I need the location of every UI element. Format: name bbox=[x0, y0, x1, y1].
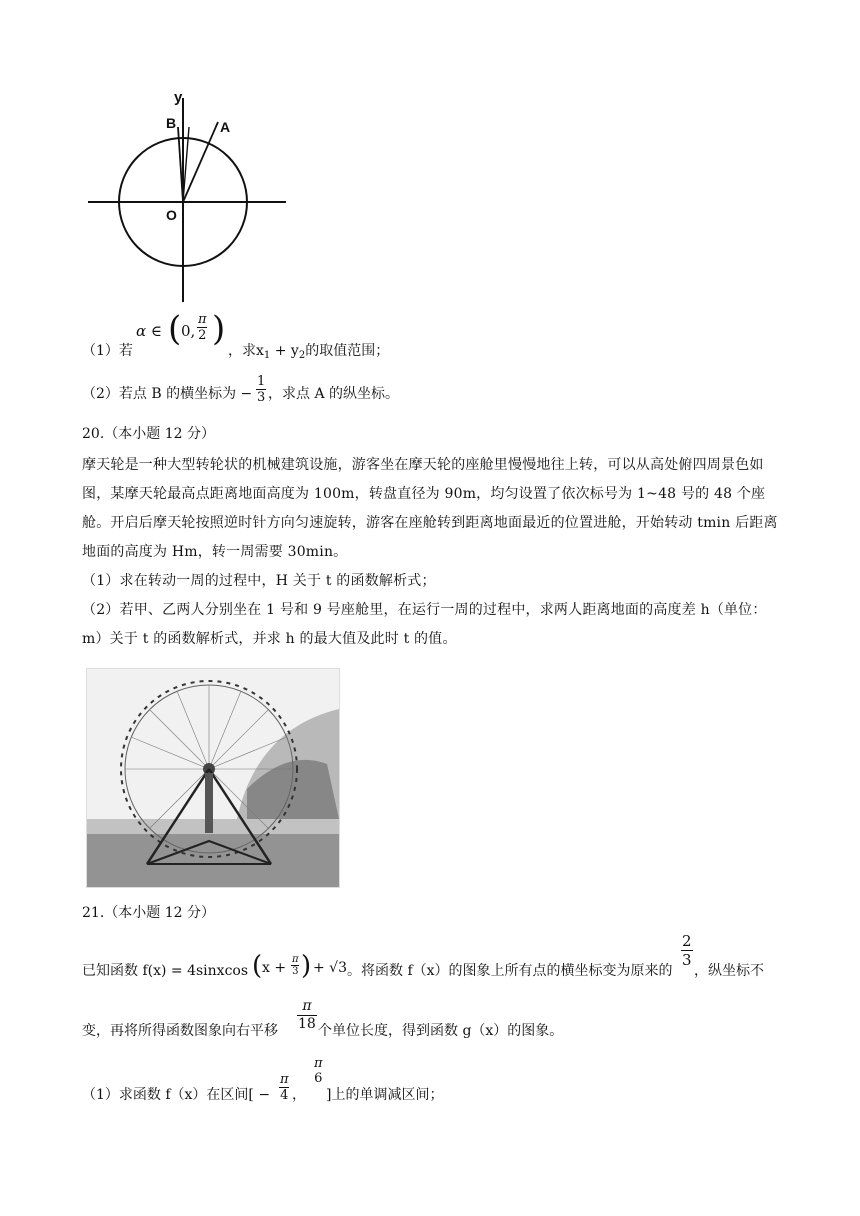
label-o: O bbox=[166, 207, 177, 223]
q19-p1-sub1: 1 bbox=[263, 350, 271, 361]
q21-l2-frac-num: π bbox=[302, 998, 312, 1014]
q21-l1-inner: x + bbox=[262, 960, 287, 976]
q21-l1-frac2 bbox=[681, 932, 693, 969]
q21-p1-frac-b bbox=[313, 1056, 324, 1086]
q19-p2-frac-den: 3 bbox=[257, 390, 266, 405]
ferris-wheel-drawing bbox=[87, 669, 339, 887]
q21-p1-end: ]上的单调减区间； bbox=[326, 1087, 444, 1103]
q21-l1-frac-den: 3 bbox=[292, 966, 299, 977]
ferris-wheel-image bbox=[86, 668, 340, 888]
q19-p1-rest bbox=[228, 340, 389, 361]
q21-line2 bbox=[82, 994, 802, 1044]
label-y: y bbox=[174, 89, 183, 106]
q20-heading: 20.（本小题 12 分） bbox=[82, 426, 215, 442]
q19-p1-zero: 0, bbox=[181, 322, 196, 340]
q21-l1-mid: 。将函数 f（x）的图象上所有点的横坐标变为原来的 bbox=[347, 963, 673, 979]
q21-l1-frac2-num: 2 bbox=[682, 932, 692, 950]
unit-circle-figure bbox=[80, 80, 300, 305]
q21-l1-end: ，纵坐标不 bbox=[694, 963, 764, 979]
q21-l1-frac2-den: 3 bbox=[682, 951, 692, 969]
q21-p1-frac-a-den: 4 bbox=[280, 1088, 289, 1103]
q19-p1-frac-den: 2 bbox=[198, 328, 207, 343]
q19-p2-suffix: ，求点 A 的纵坐标。 bbox=[268, 386, 400, 402]
q21-l1-frac-num: π bbox=[292, 954, 299, 965]
q21-l2-frac-den: 18 bbox=[298, 1016, 316, 1032]
q21-l2-end: 个单位长度，得到函数 g（x）的图象。 bbox=[318, 1023, 564, 1039]
q19-p2-prefix: （2）若点 B 的横坐标为 − bbox=[82, 386, 253, 402]
q19-p1-rparen: ) bbox=[212, 309, 226, 349]
q20-part2: （2）若甲、乙两人分别坐在 1 号和 9 号座舱里，在运行一周的过程中，求两人距离地面的高度差 h（单位：m）关于 t 的函数解析式，并求 h 的最大值及此时 t 的值。 bbox=[82, 602, 767, 647]
q19-p1-suffix: ，求x bbox=[228, 343, 264, 359]
q19-p2-frac bbox=[256, 374, 266, 405]
q21-l1-sqrt: + √3 bbox=[313, 960, 348, 976]
q21-p1-comma: ， bbox=[292, 1087, 306, 1103]
q21-l1-frac bbox=[291, 954, 300, 977]
q21-l2-prefix: 变，再将所得函数图象向右平移 bbox=[82, 1023, 278, 1039]
q19-part2 bbox=[82, 372, 782, 412]
q21-line1 bbox=[82, 928, 802, 990]
q19-p1-prefix: （1）若 bbox=[82, 343, 133, 359]
q20-part1: （1）求在转动一周的过程中，H 关于 t 的函数解析式； bbox=[82, 573, 436, 589]
q21-p1-frac-a-num: π bbox=[280, 1072, 289, 1087]
q19-p1-alpha: α ∈ bbox=[136, 322, 163, 340]
q21-p1-prefix: （1）求函数 f（x）在区间[ − bbox=[82, 1087, 271, 1103]
q21-l2-frac bbox=[297, 998, 317, 1033]
q20-body: 摩天轮是一种大型转轮状的机械建筑设施，游客坐在摩天轮的座舱里慢慢地往上转，可以从高处俯四周景色如图，某摩天轮最高点距离地面高度为 100m，转盘直径为 90m，均匀设置了依次标号为 1~48 号的 48 个座舱。开启后摩天轮按照逆时针方向匀速旋转，游客在座舱转到距离地面最近的位置进舱，开始转动 tmin 后距离地面的高度为 Hm，转一周需要 30min。 bbox=[82, 457, 778, 560]
q21-l1-lparen: ( bbox=[252, 951, 263, 981]
q21-part1 bbox=[82, 1052, 802, 1106]
label-b: B bbox=[166, 115, 177, 131]
q19-p1-lparen: ( bbox=[168, 309, 182, 349]
q21-l1-rparen: ) bbox=[301, 951, 312, 981]
q21-p1-frac-a bbox=[279, 1072, 290, 1103]
q19-p1-plus: + y bbox=[270, 343, 299, 359]
q21-heading: 21.（本小题 12 分） bbox=[82, 905, 215, 921]
q21-p1-frac-b-num: π bbox=[314, 1056, 323, 1071]
q19-p1-sub2: 2 bbox=[298, 350, 306, 361]
q19-p2-frac-num: 1 bbox=[257, 374, 266, 389]
label-a: A bbox=[220, 119, 231, 135]
q19-p1-frac-num: π bbox=[198, 312, 207, 327]
q21-p1-frac-b-den: 6 bbox=[314, 1071, 323, 1086]
q21-l1-prefix: 已知函数 f(x) = 4sinxcos bbox=[82, 963, 249, 979]
q19-p1-frac bbox=[197, 312, 208, 343]
q19-part1 bbox=[82, 308, 782, 362]
q19-p1-end: 的取值范围； bbox=[305, 343, 390, 359]
